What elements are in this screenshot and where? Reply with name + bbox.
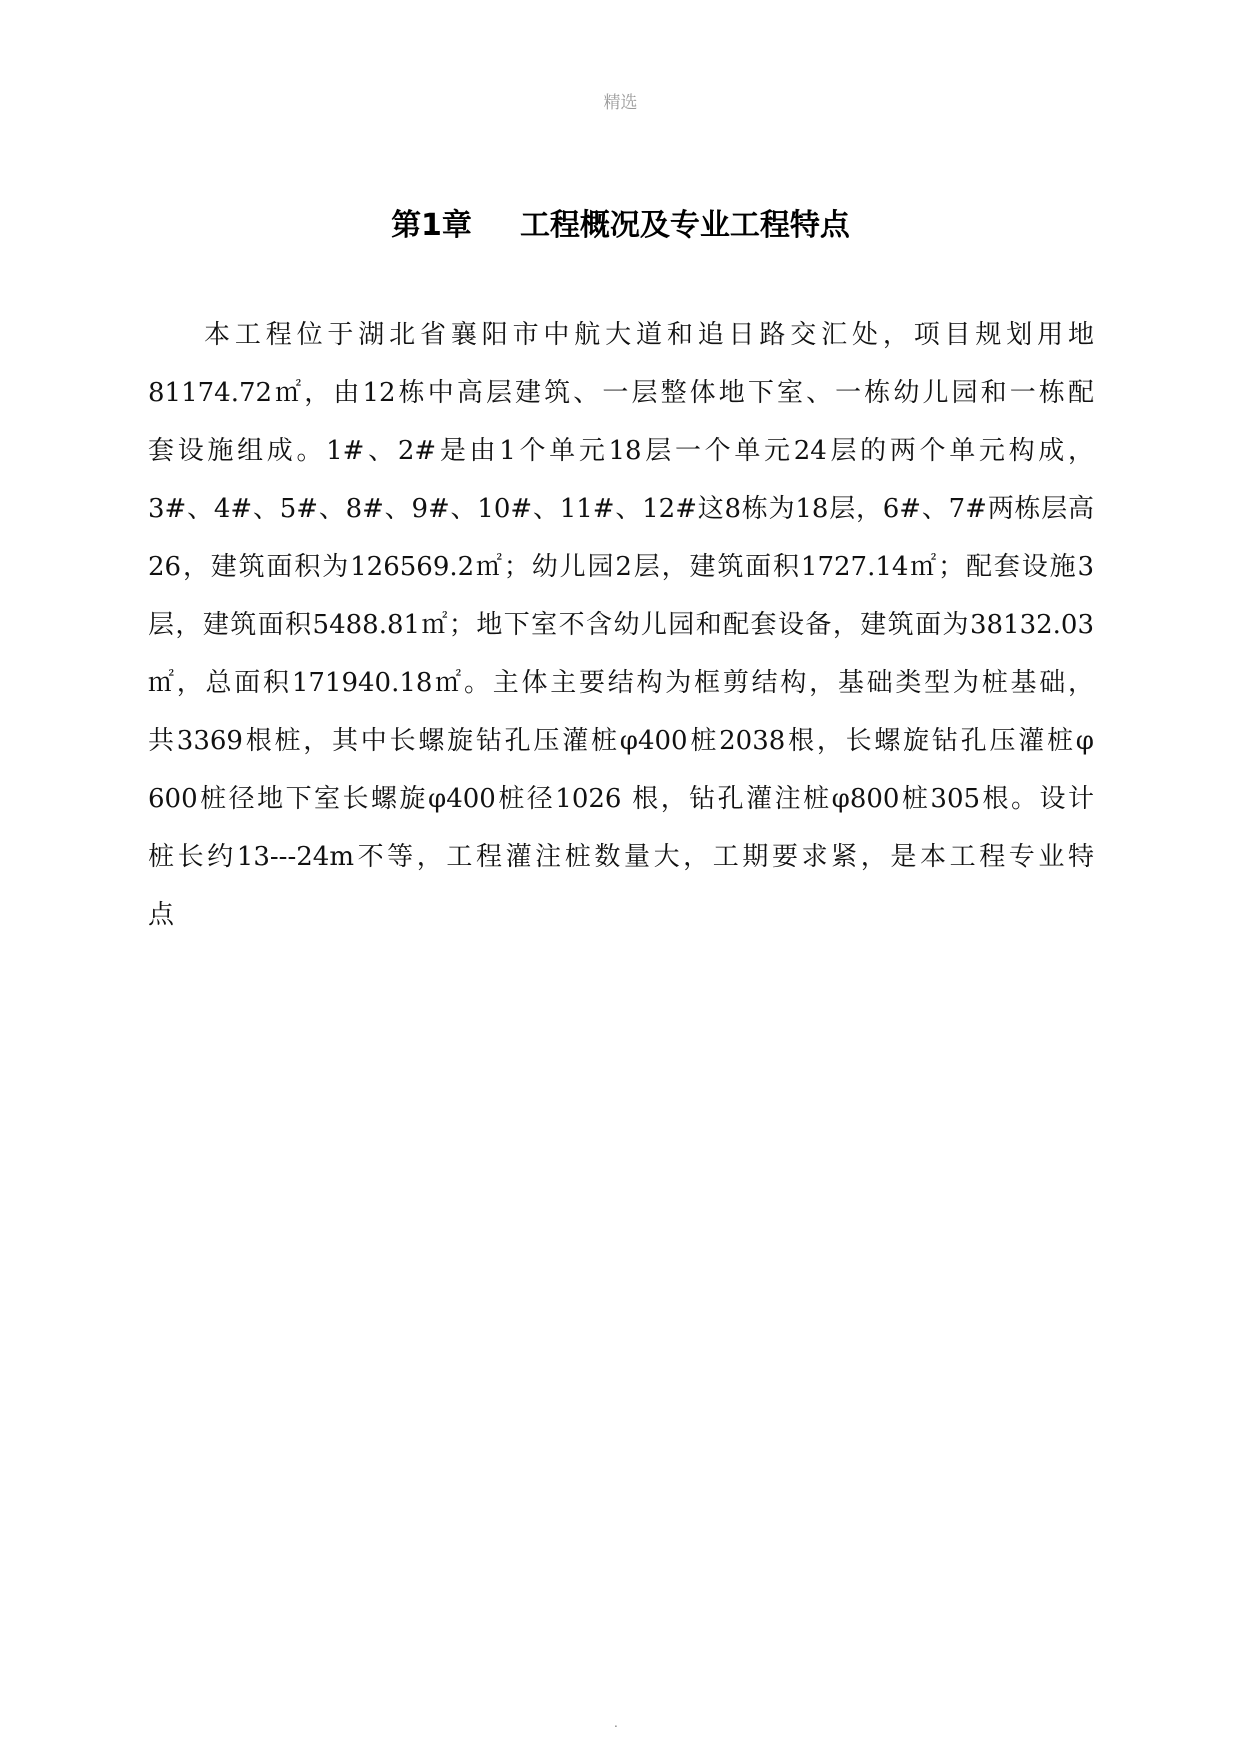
page-footer-mark: . [614,1716,618,1730]
paragraph-line: 桩长约13---24m不等，工程灌注桩数量大，工期要求紧，是本工程专业特 [148,842,1094,872]
page-header-mark: 精选 [603,93,638,113]
paragraph-line: 26，建筑面积为126569.2㎡；幼儿园2层，建筑面积1727.14㎡；配套设施3 [148,552,1094,582]
paragraph-line: 本工程位于湖北省襄阳市中航大道和追日路交汇处，项目规划用地 [204,320,1094,350]
paragraph-line: 套设施组成。1#、2#是由1个单元18层一个单元24层的两个单元构成， [148,436,1094,466]
paragraph-line: 3#、4#、5#、8#、9#、10#、11#、12#这8栋为18层，6#、7#两栋层高 [148,494,1094,524]
chapter-number: 第1章 [391,208,472,243]
chapter-heading [0,200,1241,244]
body-paragraph [148,306,1094,944]
paragraph-line: 共3369根桩，其中长螺旋钻孔压灌桩φ400桩2038根，长螺旋钻孔压灌桩φ [148,726,1094,756]
paragraph-line: ㎡，总面积171940.18㎡。主体主要结构为框剪结构，基础类型为桩基础， [148,668,1094,698]
paragraph-line: 点 [148,900,175,930]
paragraph-line: 600桩径地下室长螺旋φ400桩径1026 根，钻孔灌注桩φ800桩305根。设计 [148,784,1094,814]
paragraph-line: 81174.72㎡，由12栋中高层建筑、一层整体地下室、一栋幼儿园和一栋配 [148,378,1094,408]
chapter-title-text: 工程概况及专业工程特点 [519,208,850,243]
paragraph-line: 层，建筑面积5488.81㎡；地下室不含幼儿园和配套设备，建筑面为38132.03 [148,610,1094,640]
